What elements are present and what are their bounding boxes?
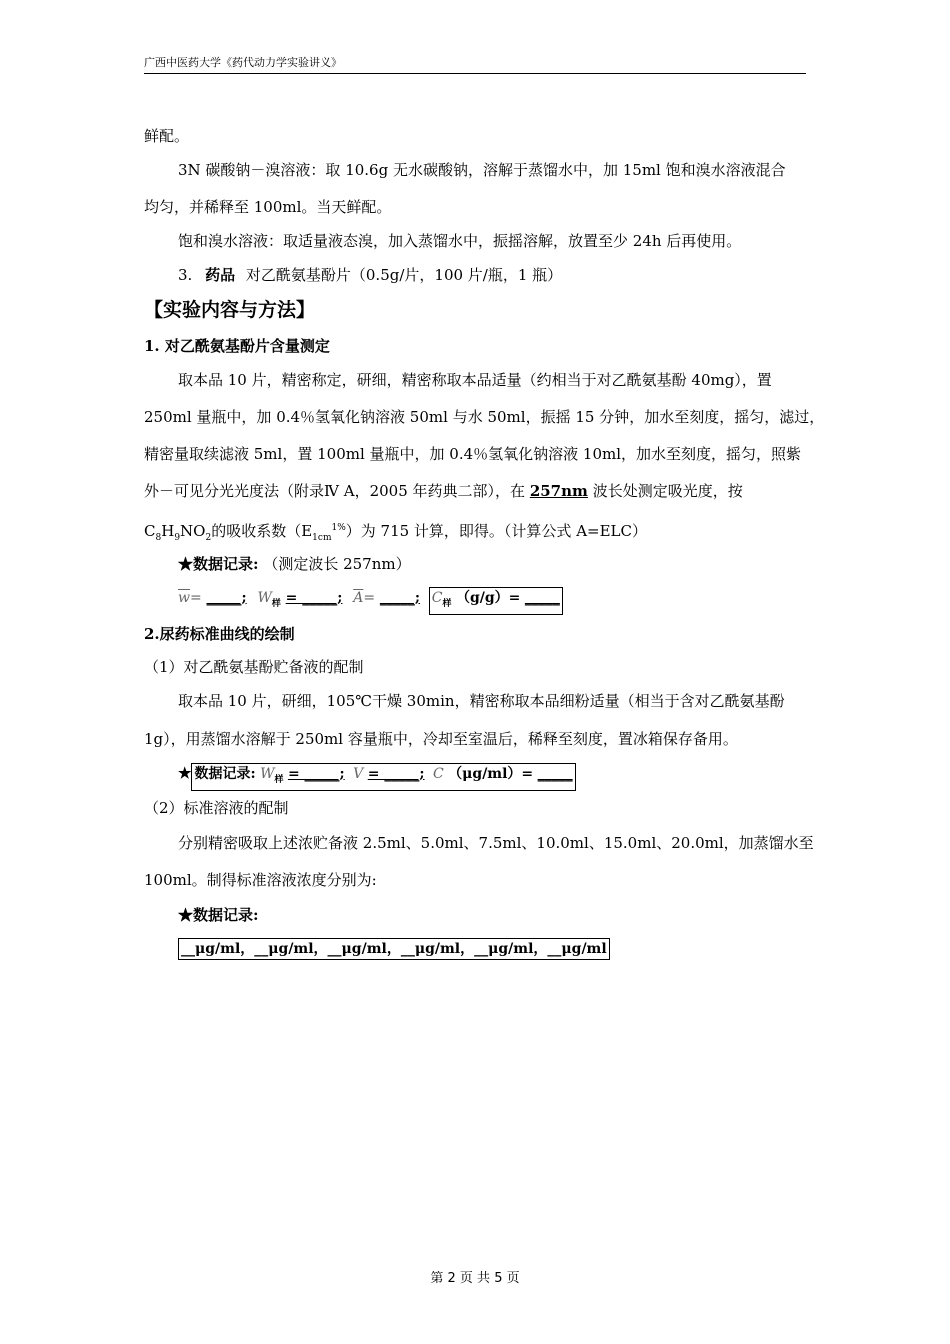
subsection-1-title: 1. 对乙酰氨基酚片含量测定 xyxy=(144,337,330,355)
paragraph-drug xyxy=(178,265,562,285)
s1-record-header xyxy=(178,554,411,574)
s1-paragraph-5: $C_8H_9NO_2$的吸收系数$(E_{1cm}^{1\%})$为 715 计算，即得。（计算公式 A=ELC） xyxy=(144,522,647,543)
page-header xyxy=(144,55,806,74)
s2-record2-label: ★数据记录: xyxy=(178,906,259,924)
concentration-fields[interactable]: __μg/ml，__μg/ml，__μg/ml，__μg/ml，__μg/ml，__μg/ml xyxy=(178,938,610,960)
s1-record-row xyxy=(178,587,563,615)
record-v-field[interactable]: = _____; xyxy=(367,766,425,782)
record-star: ★ xyxy=(178,764,192,782)
paragraph-fresh: 鲜配。 xyxy=(144,127,190,145)
s1-paragraph-2: 250ml 量瓶中，加 0.4％氢氧化钠溶液 50ml 与水 50ml，振摇 15 分钟，加水至刻度，摇匀，滤过， xyxy=(144,408,825,426)
paragraph-sodium-carbonate-1: 3N 碳酸钠－溴溶液：取 10.6g 无水碳酸钠，溶解于蒸馏水中，加 15ml 饱和溴水溶液混合 xyxy=(178,161,786,179)
drug-label: 药品 xyxy=(205,266,236,284)
s2-record2-row xyxy=(178,938,610,960)
s2-sub-2: （2）标准溶液的配制 xyxy=(144,799,289,817)
drug-number: 3. xyxy=(178,266,193,284)
record-note: （测定波长 257nm） xyxy=(263,555,411,573)
s2-paragraph-2: 1g），用蒸馏水溶解于 250ml 容量瓶中，冷却至室温后，稀释至刻度，置冰箱保存备用。 xyxy=(144,730,738,748)
s1-paragraph-4 xyxy=(144,481,743,501)
s1-p4-start: 外－可见分光光度法（附录Ⅳ A，2005 年药典二部），在 xyxy=(144,482,526,500)
s1-paragraph-3: 精密量取续滤液 5ml，置 100ml 量瓶中，加 0.4％氢氧化钠溶液 10ml，加水至刻度，摇匀，照紫 xyxy=(144,445,802,463)
s2-paragraph-4: 100ml。制得标准溶液浓度分别为: xyxy=(144,871,377,889)
record-c-field-2[interactable]: _____ xyxy=(537,766,573,782)
subsection-2-title: 2.尿药标准曲线的绘制 xyxy=(144,625,295,643)
record-c-sample: $C_样$ （g/g）= _____ xyxy=(429,587,563,615)
drug-text: 对乙酰氨基酚片（0.5g/片，100 片/瓶，1 瓶） xyxy=(245,266,563,284)
record-c-sample-field[interactable]: _____ xyxy=(524,590,560,606)
wavelength-value: 257nm xyxy=(529,482,588,500)
page-number: 第 2 页 共 5 页 xyxy=(430,1271,520,1286)
page-footer xyxy=(0,1270,950,1288)
record-w-sample-field-2[interactable]: = _____; xyxy=(287,766,345,782)
record-box: 数据记录: $W_样$ = _____; V = _____; C （μg/ml）= _____ xyxy=(191,763,575,791)
record-w-mean: $\overline{w}=$ xyxy=(178,590,202,606)
s2-record-row xyxy=(178,763,576,791)
record-w-sample-field[interactable]: = _____; xyxy=(285,590,343,606)
record-a-mean-field[interactable]: _____; xyxy=(379,590,421,606)
paragraph-sodium-carbonate-2: 均匀，并稀释至 100ml。当天鲜配。 xyxy=(144,198,392,216)
s2-sub-1: （1）对乙酰氨基酚贮备液的配制 xyxy=(144,658,364,676)
s1-paragraph-1: 取本品 10 片，精密称定，研细，精密称取本品适量（约相当于对乙酰氨基酚 40mg），置 xyxy=(178,371,772,389)
section-title: 【实验内容与方法】 xyxy=(144,299,316,321)
header-title: 广西中医药大学《药代动力学实验讲义》 xyxy=(144,56,342,69)
paragraph-bromine-water: 饱和溴水溶液：取适量液态溴，加入蒸馏水中，振摇溶解，放置至少 24h 后再使用。 xyxy=(178,232,742,250)
record-a-mean: $\overline{A}=$ xyxy=(353,590,376,606)
s2-paragraph-1: 取本品 10 片，研细，105℃干燥 30min，精密称取本品细粉适量（相当于含对乙酰氨基酚 xyxy=(178,692,785,710)
record-label: ★数据记录: xyxy=(178,555,259,573)
formula: $C_8H_9NO_2$ xyxy=(144,522,212,543)
record-w-sample: $W_样$ xyxy=(257,590,281,609)
s1-p4-end: 波长处测定吸光度，按 xyxy=(592,482,743,500)
record-w-mean-field[interactable]: _____; xyxy=(206,590,247,606)
s2-paragraph-3: 分别精密吸取上述浓贮备液 2.5ml、5.0ml、7.5ml、10.0ml、15.0ml、20.0ml，加蒸馏水至 xyxy=(178,834,814,852)
